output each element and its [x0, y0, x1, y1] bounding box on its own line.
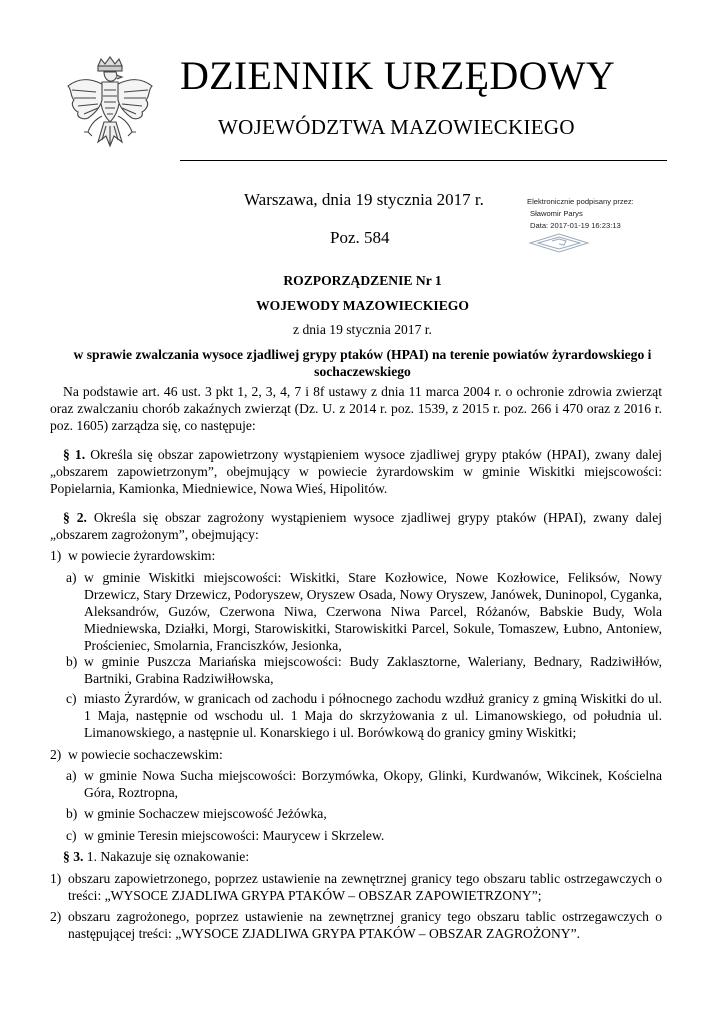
section-3-text: 1. Nakazuje się oznakowanie:	[83, 849, 250, 864]
list-item-text: w gminie Teresin miejscowości: Maurycew i Skrzelew.	[84, 828, 385, 843]
list-item	[66, 569, 662, 654]
section-3-label: § 3.	[63, 849, 84, 864]
list-item-number: 1)	[50, 548, 62, 563]
section-3	[50, 848, 662, 865]
signature-signer: Sławomir Parys	[530, 209, 583, 218]
header-divider	[180, 160, 667, 161]
list-item-number: 2)	[50, 909, 62, 924]
list-item-text: obszaru zagrożonego, poprzez ustawienie na zewnętrznej granicy tego obszaru tablic ostrzegawczych o następującej treści: „WYSOCE ZJADLIWA GRYPA PTAKÓW – OBSZAR ZAGROŻONY”.	[68, 909, 662, 941]
list-item-text: obszaru zapowietrzonego, poprzez ustawienie na zewnętrznej granicy tego obszaru tablic ostrzegawczych o treści: „WYSOCE ZJADLIWA GRYPA PTAKÓW – OBSZAR ZAPOWIETRZONY”;	[68, 871, 662, 903]
list-item-text: w powiecie żyrardowskim:	[68, 548, 216, 563]
list-item	[66, 805, 662, 822]
list-item-number: b)	[66, 806, 78, 821]
list-item-text: w gminie Nowa Sucha miejscowości: Borzymówka, Okopy, Glinki, Kurdwanów, Wikcinek, Kościelna Góra, Roztropna,	[84, 768, 662, 800]
list-item	[66, 767, 662, 801]
list-item-text: w gminie Puszcza Mariańska miejscowości: Budy Zaklasztorne, Waleriany, Bednary, Radziwiłłów, Bartniki, Grabina Radziwiłłowska,	[84, 654, 662, 686]
list-item-number: a)	[66, 570, 77, 585]
document-issuer: WOJEWODY MAZOWIECKIEGO	[256, 298, 469, 313]
list-item	[50, 547, 662, 564]
list-item	[50, 908, 662, 942]
list-item	[66, 653, 662, 687]
publication-place-date: Warszawa, dnia 19 stycznia 2017 r.	[244, 190, 484, 209]
signature-line-1: Elektronicznie podpisany przez:	[527, 197, 634, 206]
document-type: ROZPORZĄDZENIE Nr 1	[283, 273, 442, 288]
preamble: Na podstawie art. 46 ust. 3 pkt 1, 2, 3, 4, 7 i 8f ustawy z dnia 11 marca 2004 r. o ochronie zdrowia zwierząt oraz zwalczaniu chorób zakaźnych zwierząt (Dz. U. z 2014 r. poz. 1539, z 2015 r. poz. 266 i 470 oraz z 2016 r. poz. 1605) zarządza się, co następuje:	[50, 384, 662, 433]
journal-subtitle: WOJEWÓDZTWA MAZOWIECKIEGO	[218, 115, 575, 139]
list-item	[50, 870, 662, 904]
document-subject: w sprawie zwalczania wysoce zjadliwej grypy ptaków (HPAI) na terenie powiatów żyrardowskiego i sochaczewskiego	[73, 347, 652, 379]
list-item	[66, 690, 662, 741]
list-item	[50, 746, 662, 763]
section-1-text: Określa się obszar zapowietrzony wystąpieniem wysoce zjadliwej grypy ptaków (HPAI), zwany dalej „obszarem zapowietrzonym”, obejmujący w powiecie żyrardowskim w gminie Wiskitki miejscowości: Popielarnia, Kamionka, Miedniewice, Nowa Wieś, Hipolitów.	[50, 447, 662, 496]
publication-position: Poz. 584	[330, 228, 390, 247]
list-item-text: w powiecie sochaczewskim:	[68, 747, 223, 762]
list-item-number: b)	[66, 654, 78, 669]
document-date: z dnia 19 stycznia 2017 r.	[293, 322, 432, 337]
list-item-text: w gminie Wiskitki miejscowości: Wiskitki, Stare Kozłowice, Nowe Kozłowice, Feliksów, Nowy Drzewicz, Stary Drzewicz, Podoryszew, Oryszew Osada, Nowy Oryszew, Janówek, Duninopol, Cyganka, Aleksandrów, Guzów, Czerwona Niwa, Czerwona Niwa Parcel, Różanów, Babskie Budy, Wola Miedniewska, Działki, Morgi, Starowiskitki, Starowiskitki Parcel, Sokule, Tomaszew, Łubno, Antoniew, Prościeniec, Smolarnia, Franciszków, Jesionka,	[84, 570, 662, 653]
polish-eagle-emblem-icon	[60, 56, 160, 170]
journal-title: DZIENNIK URZĘDOWY	[180, 53, 616, 98]
list-item	[66, 827, 662, 844]
signature-date: Data: 2017-01-19 16:23:13	[530, 221, 621, 230]
section-2-text: Określa się obszar zagrożony wystąpieniem wysoce zjadliwej grypy ptaków (HPAI), zwany dalej „obszarem zagrożonym”, obejmujący:	[50, 510, 663, 542]
list-item-number: c)	[66, 828, 77, 843]
list-item-number: a)	[66, 768, 77, 783]
list-item-number: 2)	[50, 747, 62, 762]
list-item-text: miasto Żyrardów, w granicach od zachodu i północnego zachodu wzdłuż granicy z gminą Wiskitki do ul. 1 Maja, następnie od wschodu ul. 1 Maja do skrzyżowania z ul. Limanowskiego, od południa ul. Limanowskiego, a następnie ul. Konarskiego i ul. Borówkową do granicy gminy Wiskitki;	[84, 691, 662, 740]
list-item-number: 1)	[50, 871, 62, 886]
list-item-number: c)	[66, 691, 77, 706]
section-1-label: § 1.	[63, 447, 86, 462]
signature-check-icon	[526, 232, 592, 254]
list-item-text: w gminie Sochaczew miejscowość Jeżówka,	[84, 806, 327, 821]
section-1	[50, 446, 662, 497]
section-2	[50, 509, 662, 543]
section-2-label: § 2.	[63, 510, 87, 525]
electronic-signature	[527, 196, 657, 232]
